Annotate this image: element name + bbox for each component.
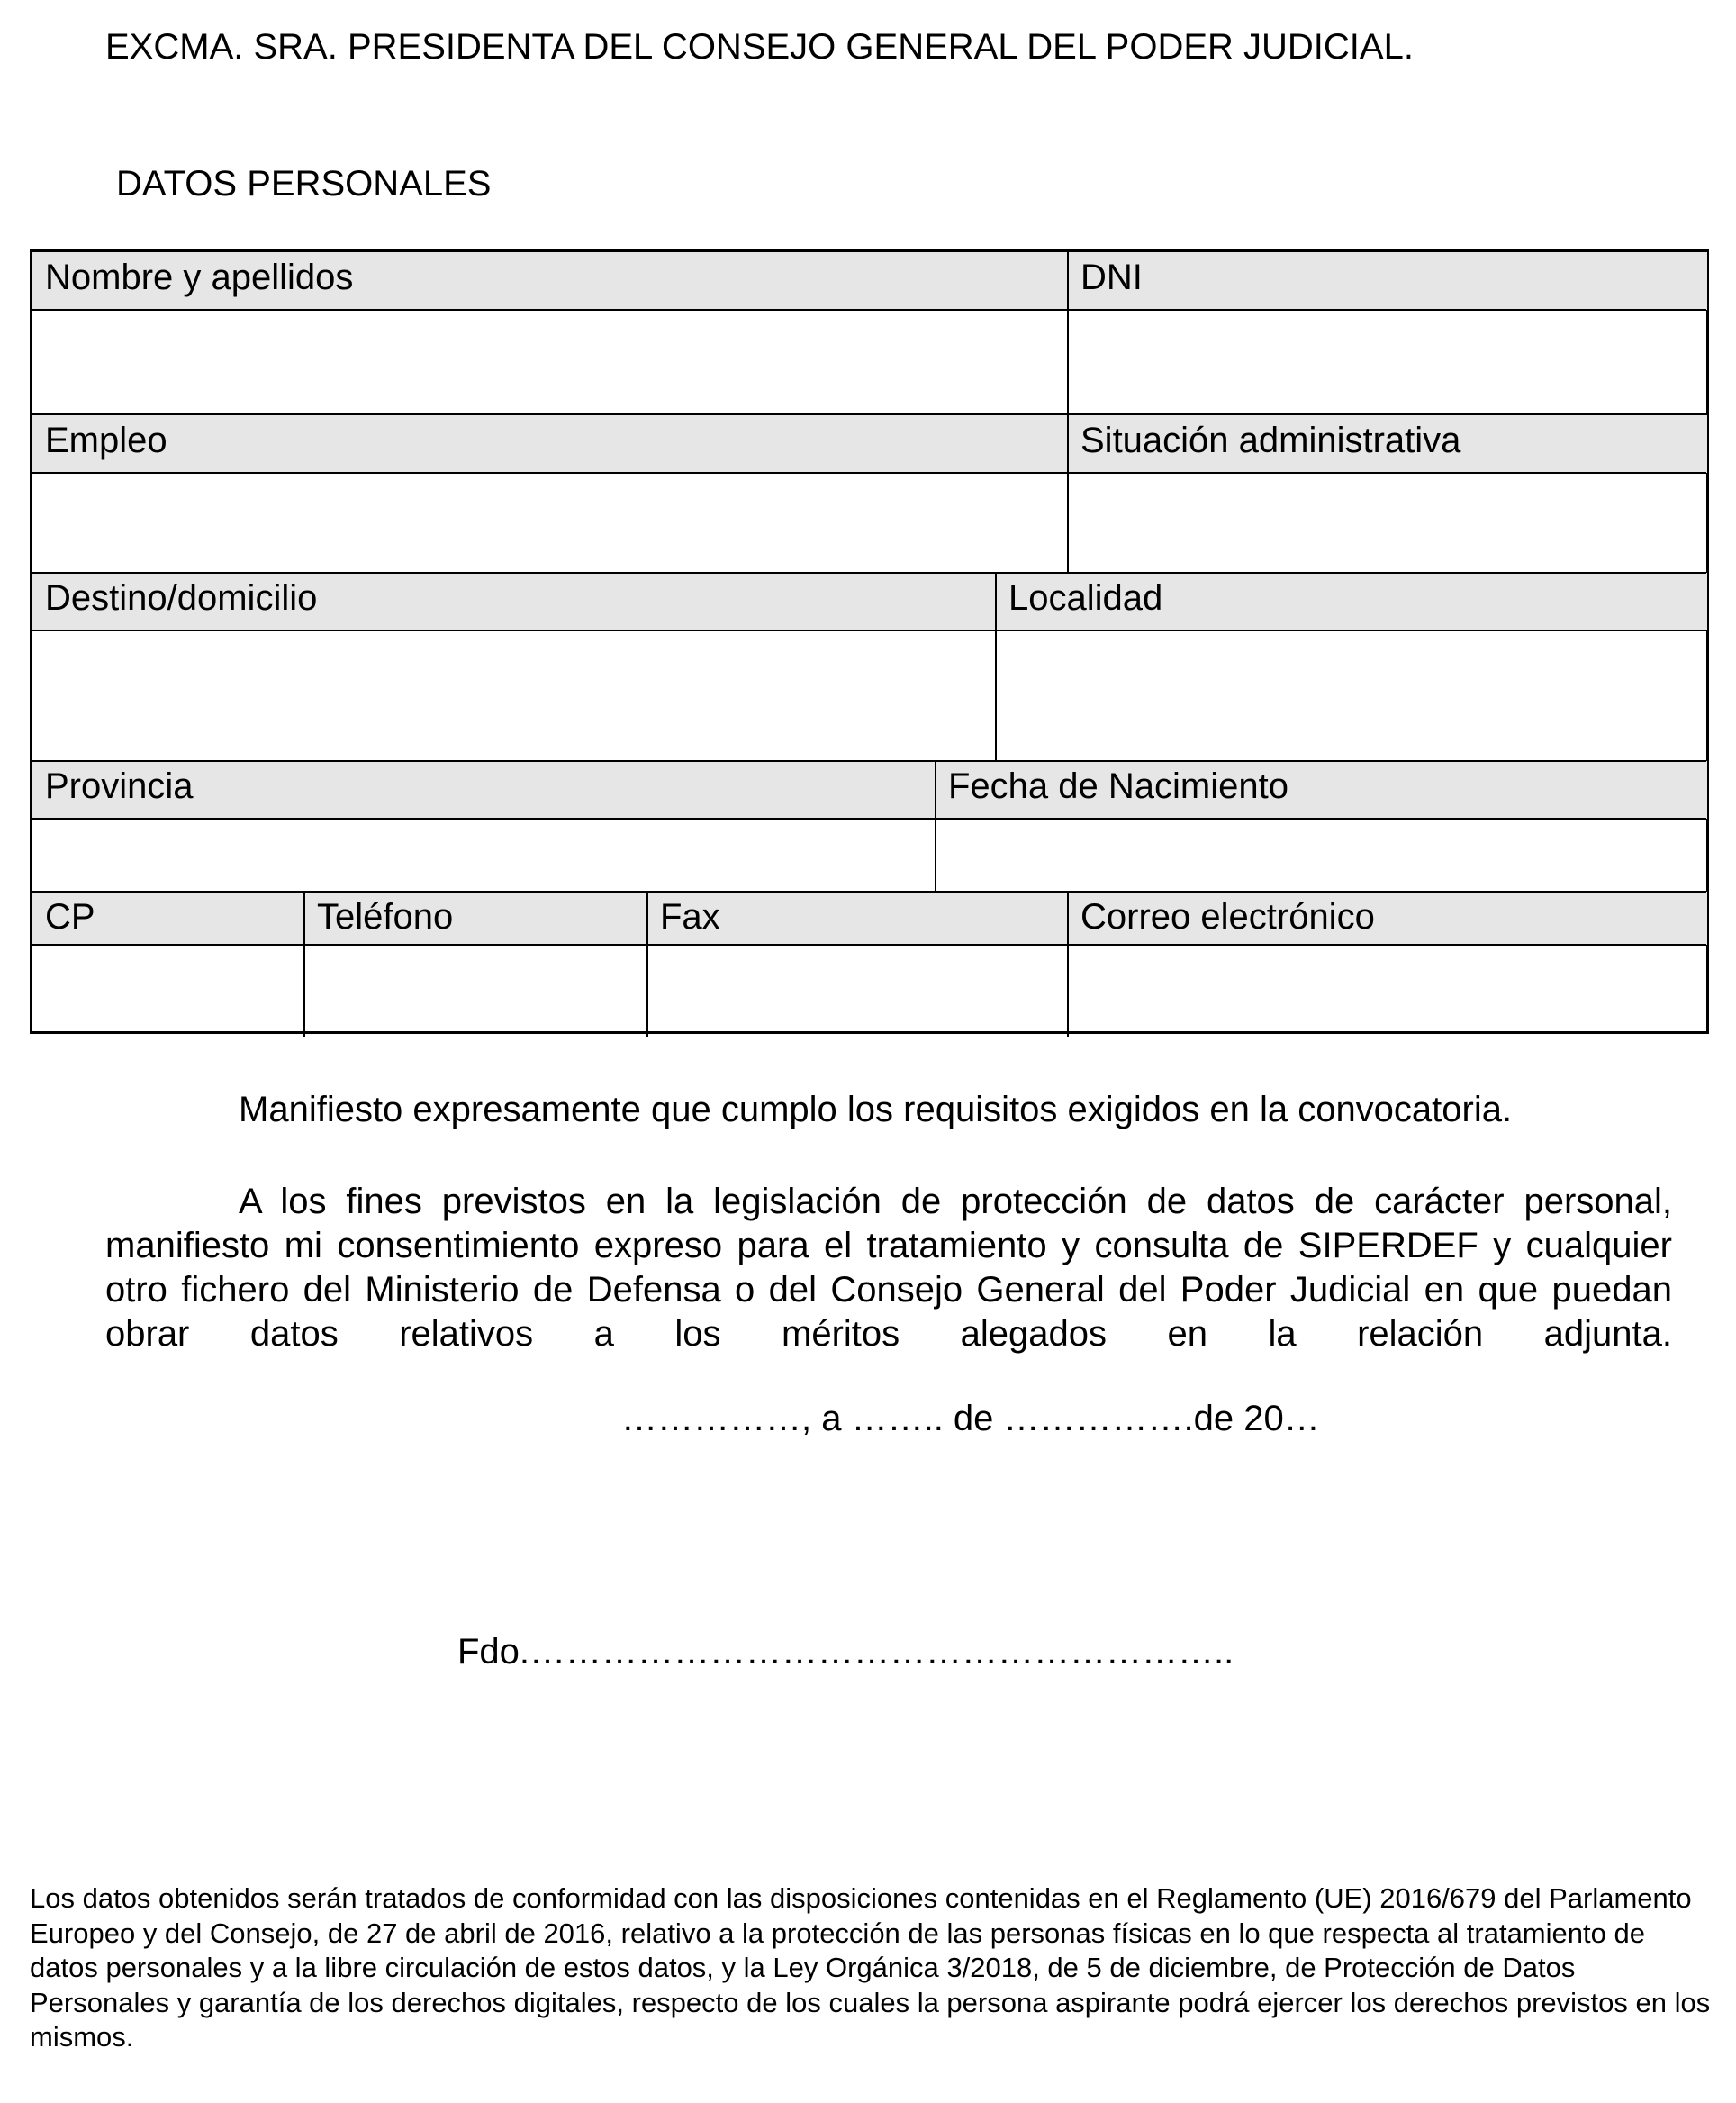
addressee-heading: EXCMA. SRA. PRESIDENTA DEL CONSEJO GENERAL DEL PODER JUDICIAL. — [105, 27, 1414, 67]
column-divider — [646, 892, 648, 1037]
cp-label: CP — [32, 892, 304, 945]
situacion-field[interactable] — [1068, 473, 1707, 572]
destino-label: Destino/domicilio — [32, 573, 996, 630]
column-divider — [995, 573, 997, 761]
correo-label: Correo electrónico — [1068, 892, 1707, 945]
row-divider — [32, 572, 1706, 574]
section-title: DATOS PERSONALES — [116, 164, 492, 204]
provincia-field[interactable] — [32, 819, 936, 891]
dni-label: DNI — [1068, 252, 1707, 310]
empleo-field[interactable] — [32, 473, 1068, 572]
destino-field[interactable] — [32, 630, 996, 760]
column-divider — [1067, 252, 1069, 573]
column-divider — [303, 892, 305, 1037]
fecha-field[interactable] — [936, 819, 1707, 891]
situacion-label: Situación administrativa — [1068, 415, 1707, 473]
row-divider — [32, 413, 1706, 415]
row-divider — [32, 818, 1706, 820]
row-divider — [32, 472, 1706, 474]
column-divider — [1067, 892, 1069, 1037]
personal-data-form — [30, 249, 1709, 1034]
fax-field[interactable] — [647, 945, 1068, 1031]
consent-paragraph: A los fines previstos en la legislación de protección de datos de carácter personal, manifiesto mi consentimiento expreso para el tratamiento y consulta de SIPERDEF y cualquier otro fichero del Ministerio de Defensa o del Consejo General del Poder Judicial en que puedan obrar datos relativos a los méritos alegados en la relación adjunta. — [105, 1182, 1672, 1354]
fecha-label: Fecha de Nacimiento — [936, 761, 1707, 819]
row-divider — [32, 630, 1706, 631]
telefono-field[interactable] — [304, 945, 647, 1031]
nombre-field[interactable] — [32, 310, 1068, 414]
signature-line: Fdo.………………………………………………….. — [457, 1632, 1234, 1672]
dni-field[interactable] — [1068, 310, 1707, 414]
requirements-declaration: Manifiesto expresamente que cumplo los requisitos exigidos en la convocatoria. — [239, 1090, 1513, 1129]
column-divider — [935, 761, 936, 892]
telefono-label: Teléfono — [304, 892, 647, 945]
cp-field[interactable] — [32, 945, 304, 1031]
fax-label: Fax — [647, 892, 1068, 945]
provincia-label: Provincia — [32, 761, 936, 819]
row-divider — [32, 760, 1706, 762]
localidad-label: Localidad — [996, 573, 1707, 630]
correo-field[interactable] — [1068, 945, 1707, 1031]
legal-notice: Los datos obtenidos serán tratados de conformidad con las disposiciones contenidas en el Reglamento (UE) 2016/679 del Parlamento Europeo y del Consejo, de 27 de abril de 2016, relativo a la protección de las personas físicas en lo que respecta al tratamiento de datos personales y a la libre circulación de estos datos, y la Ley Orgánica 3/2018, de 5 de diciembre, de Protección de Datos Personales y garantía de los derechos digitales, respecto de los cuales la persona aspirante podrá ejercer los derechos previstos en los mismos. — [30, 1882, 1711, 2053]
date-line: ……………, a …….. de …………….de 20… — [621, 1399, 1320, 1438]
nombre-label: Nombre y apellidos — [32, 252, 1068, 310]
row-divider — [32, 944, 1706, 946]
row-divider — [32, 309, 1706, 311]
row-divider — [32, 891, 1706, 893]
empleo-label: Empleo — [32, 415, 1068, 473]
localidad-field[interactable] — [996, 630, 1707, 760]
